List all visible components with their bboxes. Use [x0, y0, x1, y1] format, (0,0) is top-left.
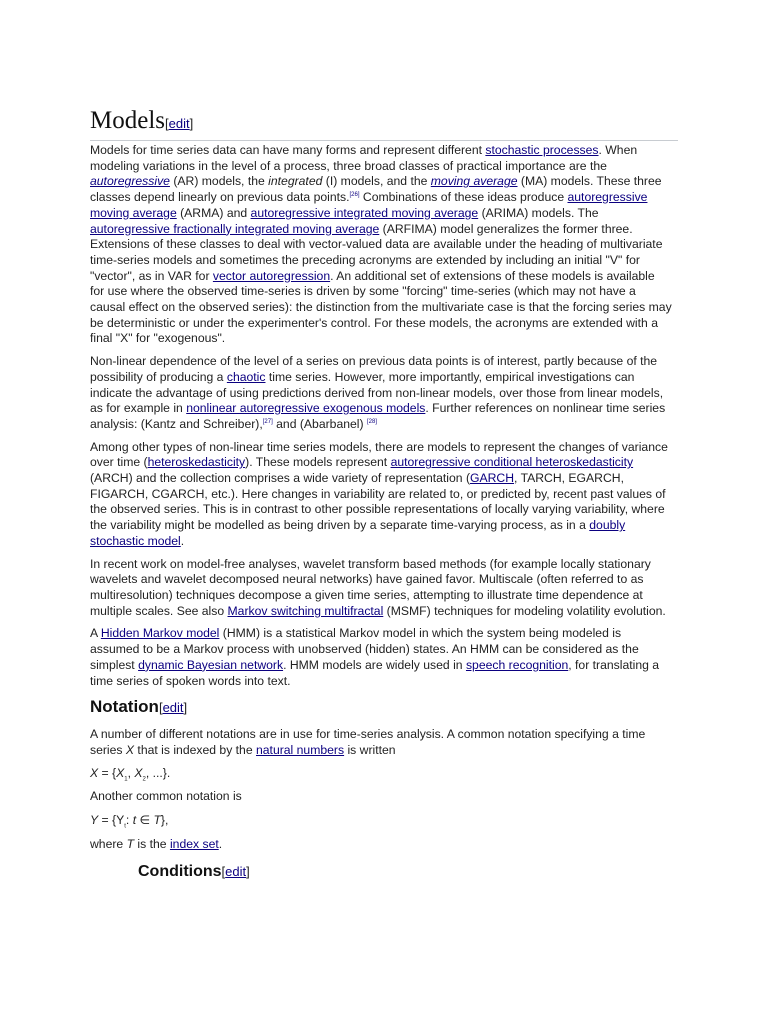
- conditions-section-heading: [138, 862, 672, 882]
- text: is written: [344, 742, 396, 757]
- math: = {Y: [98, 813, 125, 828]
- link-garch[interactable]: GARCH: [470, 471, 515, 486]
- edit-bracket-open: [: [165, 116, 169, 131]
- link-hidden-markov-model[interactable]: Hidden Markov model: [100, 626, 220, 641]
- math: t: [132, 813, 137, 828]
- text: . When modeling variations in the level of a process, three broad classes of practical importance are the: [90, 143, 638, 173]
- another-notation-text: Another common notation is: [90, 789, 242, 804]
- text: ). These models represent: [245, 455, 391, 470]
- link-arch[interactable]: autoregressive conditional heteroskedasticity: [390, 455, 634, 470]
- text: .: [218, 836, 223, 851]
- link-stochastic-processes[interactable]: stochastic processes: [485, 143, 599, 157]
- math-subscript: t: [124, 823, 126, 830]
- text: . HMM models are widely used in: [283, 657, 466, 672]
- text: A number of different notations are in use for time-series analysis. A common notation specifying a time series: [90, 727, 646, 757]
- models-section-heading: [90, 106, 678, 141]
- notation-paragraph: [90, 727, 672, 758]
- math: X: [134, 765, 143, 780]
- text: Non-linear dependence of the level of a series on previous data points is of interest, partly because of the possibility of producing a: [90, 354, 658, 384]
- text: (I) models, and the: [322, 174, 431, 189]
- link-moving-average[interactable]: moving average: [430, 174, 518, 189]
- edit-bracket-close: ]: [246, 864, 250, 880]
- reference-28[interactable]: [28]: [366, 418, 377, 425]
- math: },: [160, 813, 169, 828]
- text: (MA) models. These three classes depend linearly on previous data points.: [90, 174, 662, 205]
- edit-bracket-close: ]: [183, 700, 188, 716]
- link-markov-switching-multifractal[interactable]: Markov switching multifractal: [227, 603, 384, 618]
- math: X: [90, 765, 99, 780]
- math-subscript: 1: [124, 776, 128, 783]
- math-subscript: 2: [142, 776, 146, 783]
- text: (ARCH) and the collection comprises a wide variety of representation (: [90, 471, 471, 486]
- link-narx[interactable]: nonlinear autoregressive exogenous models: [186, 401, 426, 416]
- math: = {: [98, 765, 117, 780]
- math-x: X: [125, 742, 135, 757]
- text: where: [90, 836, 127, 851]
- where-index-set-text: [90, 837, 672, 853]
- text: In recent work on model-free analyses, wavelet transform based methods (for example locally stationary wavelets and wavelet decomposed neural networks) have gained favor. Multiscale (often referred to as multiresolution) techniques decompose a given time series, attempting to illustrate time dependence at multiple scales. See also: [90, 556, 651, 618]
- math: , ...}.: [145, 765, 171, 780]
- reference-27[interactable]: [27]: [262, 418, 273, 425]
- text: Among other types of non-linear time series models, there are models to represent the changes of variance over time (: [90, 439, 668, 470]
- models-paragraph-2: [90, 354, 672, 433]
- models-edit-link[interactable]: edit: [168, 116, 190, 131]
- notation-section-heading: [90, 697, 672, 718]
- text: is the: [134, 836, 170, 851]
- text: that is indexed by the: [134, 742, 256, 757]
- math: T: [153, 813, 161, 828]
- article-content: [90, 143, 672, 882]
- math: ,: [127, 765, 135, 780]
- italic-integrated: integrated: [268, 174, 323, 189]
- reference-26[interactable]: [26]: [349, 192, 360, 199]
- text: (MSMF) techniques for modeling volatility evolution.: [383, 603, 666, 618]
- text: . An additional set of extensions of these models is available for use where the observed time-series is driven by some "forcing" time-series (which may not have a causal effect on the observed series): the distinction from the multivariate case is that the forcing series may be deterministic or under the experimenter's control. For these models, the acronyms are extended with a final "X" for "exogenous".: [90, 268, 672, 346]
- text: (ARIMA) models. The: [478, 205, 599, 220]
- text: .: [180, 533, 185, 548]
- text: (ARFIMA) model generalizes the former three. Extensions of these classes to deal with vector-valued data are available under the heading of multivariate time-series models and sometimes the preceding acronyms are extended by including an initial "V" for "vector", as in VAR for: [90, 221, 663, 283]
- link-chaotic[interactable]: chaotic: [226, 369, 266, 384]
- math: Y: [90, 813, 99, 828]
- link-speech-recognition[interactable]: speech recognition: [465, 657, 569, 672]
- conditions-edit-link[interactable]: edit: [225, 864, 247, 880]
- link-index-set[interactable]: index set: [169, 836, 219, 851]
- formula-y-indexed: [90, 813, 672, 829]
- models-paragraph-4: [90, 557, 672, 620]
- math-t: T: [126, 836, 135, 851]
- models-paragraph-3: [90, 440, 672, 550]
- text: . Further references on nonlinear time series analysis: (Kantz and Schreiber),: [90, 401, 666, 431]
- text: Models for time series data can have many forms and represent different: [90, 143, 486, 157]
- link-heteroskedasticity[interactable]: heteroskedasticity: [147, 455, 246, 470]
- text: (HMM) is a statistical Markov model in which the system being modeled is assumed to be a Markov process with unobserved (hidden) states. An HMM can be considered as the simplest: [90, 626, 639, 672]
- models-heading-text: Models: [90, 107, 165, 134]
- text: (AR) models, the: [169, 174, 269, 189]
- link-arfima[interactable]: autoregressive fractionally integrated moving average: [90, 221, 380, 236]
- math: X: [116, 765, 125, 780]
- notation-heading-text: Notation: [90, 697, 159, 717]
- link-vector-autoregression[interactable]: vector autoregression: [212, 268, 331, 283]
- link-natural-numbers[interactable]: natural numbers: [256, 742, 345, 757]
- text: A: [90, 626, 101, 641]
- edit-bracket-open: [: [221, 864, 226, 880]
- edit-bracket-close: ]: [189, 116, 194, 131]
- math: :: [125, 813, 133, 828]
- text: , TARCH, EGARCH, FIGARCH, CGARCH, etc.). Here changes in variability are related to, or predicted by, recent past values of the observed series. This is in contrast to other possible representations of locally varying variability, where the variability might be modelled as being driven by a separate time-varying process, as in a: [90, 471, 666, 533]
- models-paragraph-1: [90, 143, 672, 347]
- edit-bracket-open: [: [158, 700, 163, 716]
- text: (ARMA) and: [176, 205, 251, 220]
- link-autoregressive[interactable]: autoregressive: [90, 174, 170, 189]
- link-arima[interactable]: autoregressive integrated moving average: [250, 205, 479, 220]
- models-paragraph-5: [90, 626, 672, 689]
- conditions-heading-text: Conditions: [138, 863, 222, 881]
- link-arma[interactable]: autoregressive moving average: [90, 190, 648, 220]
- link-dynamic-bayesian-network[interactable]: dynamic Bayesian network: [138, 657, 284, 672]
- text: time series. However, more importantly, empirical investigations can indicate the advantage of using predictions derived from non-linear models, over those from linear models, as for example in: [90, 369, 664, 416]
- text: and (Abarbanel): [272, 416, 367, 431]
- notation-edit-link[interactable]: edit: [162, 700, 184, 716]
- text: Combinations of these ideas produce: [359, 190, 568, 205]
- math: ∈: [136, 813, 154, 828]
- text: , for translating a time series of spoken words into text.: [90, 657, 660, 688]
- formula-x-sequence: [90, 766, 672, 782]
- link-doubly-stochastic-model[interactable]: doubly stochastic model: [90, 518, 626, 548]
